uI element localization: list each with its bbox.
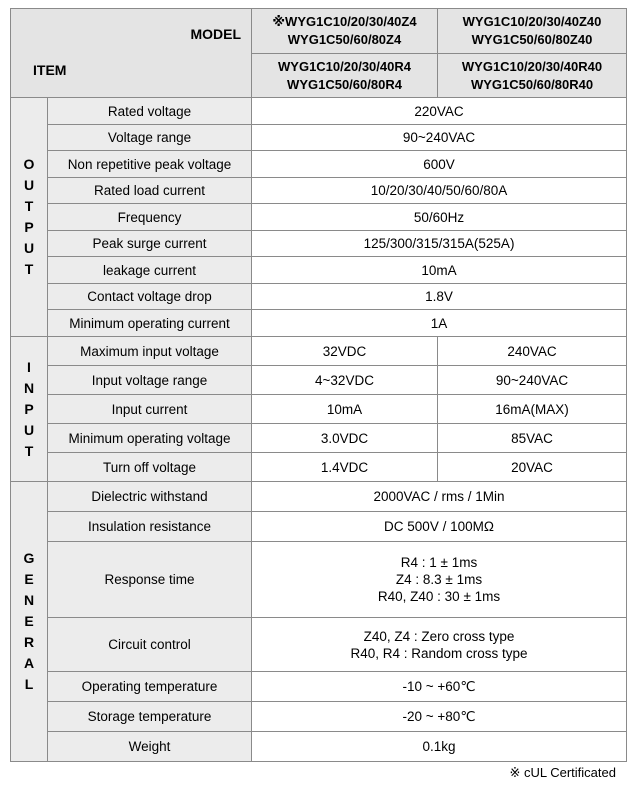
group-letter: T bbox=[24, 442, 34, 459]
circuit-line: R40, R4 : Random cross type bbox=[350, 645, 528, 661]
output-item-label: Frequency bbox=[48, 204, 252, 231]
spec-table bbox=[10, 8, 627, 762]
general-item-label: Circuit control bbox=[48, 618, 252, 672]
model-z4-line2: WYG1C50/60/80Z4 bbox=[287, 32, 402, 47]
group-letter: O bbox=[23, 156, 35, 172]
input-ac-value: 90~240VAC bbox=[438, 366, 627, 395]
input-item-label: Input current bbox=[48, 395, 252, 424]
output-item-value: 600V bbox=[252, 151, 627, 178]
general-item-label: Weight bbox=[48, 732, 252, 762]
output-item-label: Non repetitive peak voltage bbox=[48, 151, 252, 178]
group-letter: A bbox=[23, 655, 35, 671]
output-item-value: 1.8V bbox=[252, 284, 627, 310]
output-item-label: Contact voltage drop bbox=[48, 284, 252, 310]
output-item-value: 220VAC bbox=[252, 98, 627, 125]
model-r4-line2: WYG1C50/60/80R4 bbox=[287, 76, 402, 92]
group-letter: U bbox=[23, 177, 35, 193]
general-item-label: Operating temperature bbox=[48, 672, 252, 702]
group-letter: L bbox=[24, 676, 34, 692]
group-letter: G bbox=[23, 550, 35, 566]
general-item-value: 2000VAC / rms / 1Min bbox=[252, 482, 627, 512]
output-item-value: 10mA bbox=[252, 257, 627, 284]
output-item-value: 10/20/30/40/50/60/80A bbox=[252, 178, 627, 204]
input-ac-value: 240VAC bbox=[438, 337, 627, 366]
response-time-value bbox=[252, 542, 627, 618]
group-letter: P bbox=[24, 400, 34, 417]
output-item-value: 1A bbox=[252, 310, 627, 337]
general-item-value: DC 500V / 100MΩ bbox=[252, 512, 627, 542]
input-group-label bbox=[11, 337, 48, 482]
model-r40-cell bbox=[438, 54, 627, 98]
input-dc-value: 3.0VDC bbox=[252, 424, 438, 453]
input-item-label: Input voltage range bbox=[48, 366, 252, 395]
group-letter: P bbox=[24, 219, 34, 235]
general-item-value: -20 ~ +80℃ bbox=[252, 702, 627, 732]
group-letter: N bbox=[23, 592, 35, 608]
output-item-label: Rated voltage bbox=[48, 98, 252, 125]
input-ac-value: 16mA(MAX) bbox=[438, 395, 627, 424]
output-item-label: Peak surge current bbox=[48, 231, 252, 257]
input-dc-value: 10mA bbox=[252, 395, 438, 424]
output-item-label: Voltage range bbox=[48, 125, 252, 151]
general-item-label: Storage temperature bbox=[48, 702, 252, 732]
input-item-label: Minimum operating voltage bbox=[48, 424, 252, 453]
output-item-value: 125/300/315/315A(525A) bbox=[252, 231, 627, 257]
general-item-label: Insulation resistance bbox=[48, 512, 252, 542]
model-r4-line1: WYG1C10/20/30/40R4 bbox=[278, 58, 411, 74]
general-item-label: Dielectric withstand bbox=[48, 482, 252, 512]
output-item-value: 50/60Hz bbox=[252, 204, 627, 231]
response-line: Z4 : 8.3 ± 1ms bbox=[395, 572, 483, 587]
group-letter: U bbox=[23, 240, 35, 256]
group-letter: E bbox=[24, 613, 34, 629]
model-r4-cell bbox=[252, 54, 438, 98]
group-letter: T bbox=[24, 261, 34, 277]
response-line: R40, Z40 : 30 ± 1ms bbox=[377, 589, 501, 604]
item-label: ITEM bbox=[33, 62, 67, 78]
model-z40-line1: WYG1C10/20/30/40Z40 bbox=[462, 14, 602, 29]
general-group-label bbox=[11, 482, 48, 762]
input-item-label: Maximum input voltage bbox=[48, 337, 252, 366]
input-dc-value: 4~32VDC bbox=[252, 366, 438, 395]
input-ac-value: 85VAC bbox=[438, 424, 627, 453]
group-letter: I bbox=[27, 358, 31, 375]
model-r40-line2: WYG1C50/60/80R40 bbox=[470, 76, 594, 92]
general-item-value: 0.1kg bbox=[252, 732, 627, 762]
circuit-control-value bbox=[252, 618, 627, 672]
cul-footnote: ※ cUL Certificated bbox=[509, 765, 616, 780]
general-item-label: Response time bbox=[48, 542, 252, 618]
output-item-label: Minimum operating current bbox=[48, 310, 252, 337]
group-letter: N bbox=[23, 379, 35, 396]
input-dc-value: 1.4VDC bbox=[252, 453, 438, 482]
group-letter: U bbox=[23, 421, 35, 438]
circuit-line: Z40, Z4 : Zero cross type bbox=[363, 628, 515, 644]
model-z4-line1: ※WYG1C10/20/30/40Z4 bbox=[272, 14, 417, 29]
output-item-label: Rated load current bbox=[48, 178, 252, 204]
general-item-value: -10 ~ +60℃ bbox=[252, 672, 627, 702]
model-item-header bbox=[11, 9, 252, 98]
group-letter: R bbox=[23, 634, 35, 650]
output-item-label: leakage current bbox=[48, 257, 252, 284]
model-z4-cell bbox=[252, 9, 438, 54]
output-group-label bbox=[11, 98, 48, 337]
group-letter: T bbox=[24, 198, 34, 214]
model-label: MODEL bbox=[190, 26, 241, 42]
input-dc-value: 32VDC bbox=[252, 337, 438, 366]
input-ac-value: 20VAC bbox=[438, 453, 627, 482]
output-item-value: 90~240VAC bbox=[252, 125, 627, 151]
model-r40-line1: WYG1C10/20/30/40R40 bbox=[461, 58, 603, 74]
input-item-label: Turn off voltage bbox=[48, 453, 252, 482]
model-z40-line2: WYG1C50/60/80Z40 bbox=[471, 32, 593, 47]
group-letter: E bbox=[24, 571, 34, 587]
response-line: R4 : 1 ± 1ms bbox=[400, 555, 478, 570]
model-z40-cell bbox=[438, 9, 627, 54]
